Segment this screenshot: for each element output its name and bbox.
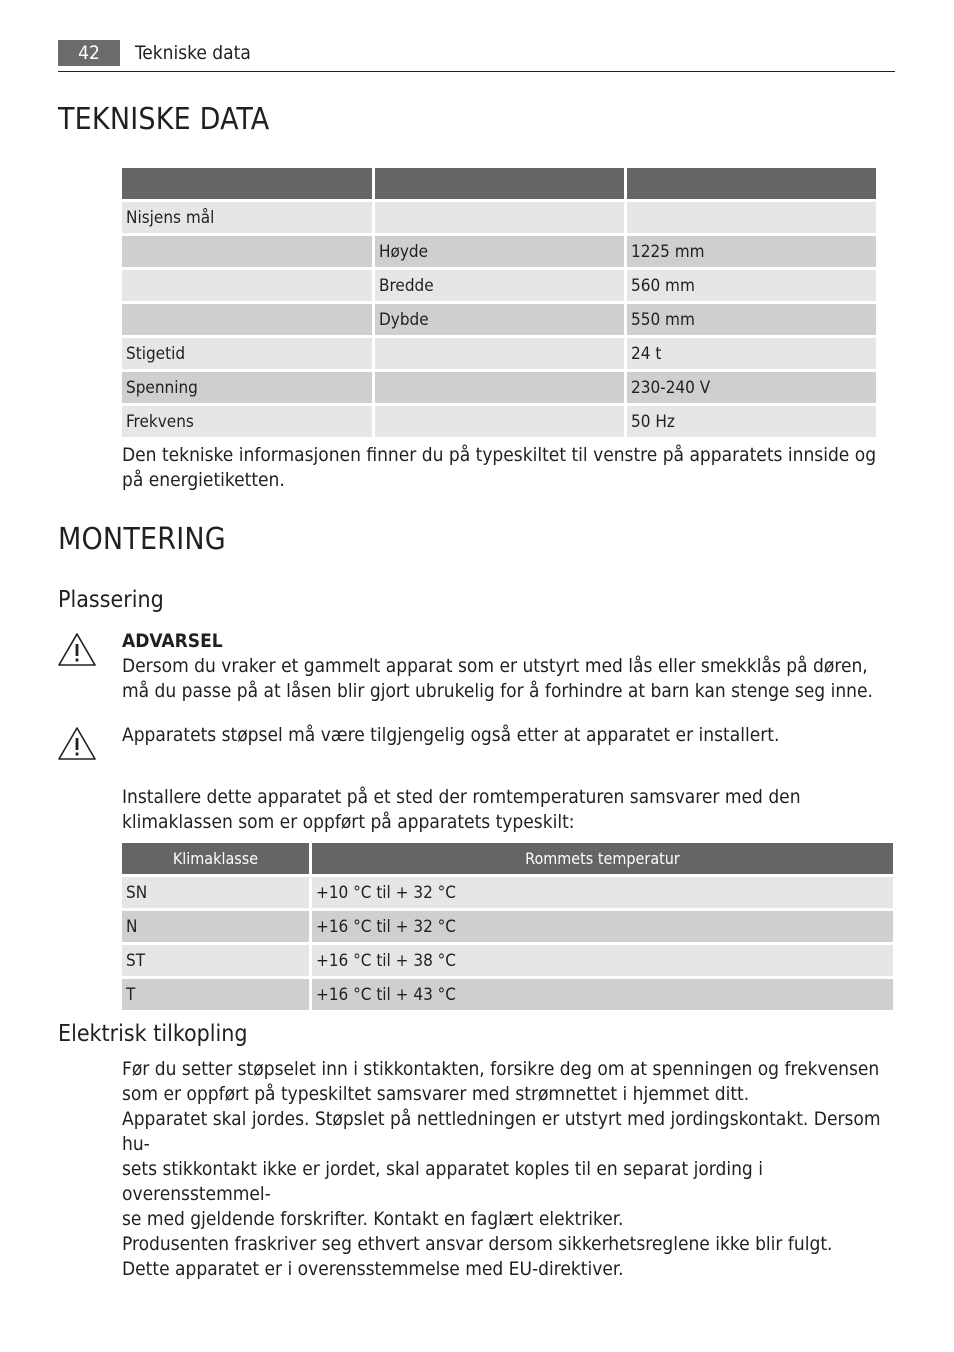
- table-cell: +10 °C til + 32 °C: [312, 877, 893, 908]
- text-line: sets stikkontakt ikke er jordet, skal apparatet koples til en separat jording i overensstemmel-: [122, 1158, 763, 1205]
- table-row: [122, 877, 893, 908]
- warning-triangle-icon: [57, 632, 97, 668]
- tech-header-cell: [122, 168, 372, 199]
- table-cell: Høyde: [375, 236, 624, 267]
- table-cell: [122, 270, 372, 301]
- table-cell: Nisjens mål: [122, 202, 372, 233]
- table-cell: [375, 338, 624, 369]
- table-cell: Frekvens: [122, 406, 372, 437]
- table-cell: [375, 372, 624, 403]
- plug-access-notice: Apparatets støpsel må være tilgjengelig også etter at apparatet er installert.: [122, 724, 780, 746]
- warning-text: Dersom du vraker et gammelt apparat som er utstyrt med lås eller smekklås på døren, må du passe på at låsen blir gjort ubrukelig for å forhindre at barn kan stenge seg inne.: [122, 655, 873, 702]
- text-line: som er oppført på typeskiltet samsvarer med strømnettet i hjemmet ditt.: [122, 1083, 750, 1105]
- table-cell: +16 °C til + 32 °C: [312, 911, 893, 942]
- climate-intro: Installere dette apparatet på et sted der romtemperaturen samsvarer med den klimaklassen som er oppført på apparatets typeskilt:: [122, 786, 801, 833]
- climate-header-cell: Klimaklasse: [122, 843, 309, 874]
- text-line: se med gjeldende forskrifter. Kontakt en faglært elektriker.: [122, 1208, 624, 1230]
- text-line: Produsenten fraskriver seg ethvert ansvar dersom sikkerhetsreglene ikke blir fulgt.: [122, 1233, 833, 1255]
- table-cell: 24 t: [627, 338, 876, 369]
- electrical-heading: Elektrisk tilkopling: [58, 1021, 248, 1047]
- text-line: Før du setter støpselet inn i stikkontakten, forsikre deg om at spenningen og frekvensen: [122, 1058, 880, 1080]
- header-section-title: Tekniske data: [135, 42, 251, 64]
- table-cell: [375, 406, 624, 437]
- table-cell: +16 °C til + 38 °C: [312, 945, 893, 976]
- table-cell: ST: [122, 945, 309, 976]
- placement-heading: Plassering: [58, 587, 164, 613]
- tech-data-table: [119, 165, 879, 440]
- warning-label: ADVARSEL: [122, 630, 223, 652]
- table-cell: 560 mm: [627, 270, 876, 301]
- table-cell: [122, 304, 372, 335]
- table-row: [122, 236, 876, 267]
- tech-header-cell: [627, 168, 876, 199]
- text-line: Dette apparatet er i overensstemmelse med EU-direktiver.: [122, 1258, 624, 1280]
- table-cell: [122, 236, 372, 267]
- table-cell: 50 Hz: [627, 406, 876, 437]
- tech-info-note: Den tekniske informasjonen finner du på typeskiltet til venstre på apparatets innside og på energietiketten.: [122, 444, 877, 491]
- tech-header-cell: [375, 168, 624, 199]
- table-cell: Bredde: [375, 270, 624, 301]
- table-row: [122, 202, 876, 233]
- table-cell: 1225 mm: [627, 236, 876, 267]
- table-row: [122, 372, 876, 403]
- warning-triangle-icon: [57, 726, 97, 762]
- tech-data-heading: TEKNISKE DATA: [58, 102, 270, 137]
- table-row: [122, 911, 893, 942]
- table-cell: +16 °C til + 43 °C: [312, 979, 893, 1010]
- table-cell: Stigetid: [122, 338, 372, 369]
- climate-header-cell: Rommets temperatur: [312, 843, 893, 874]
- mounting-heading: MONTERING: [58, 522, 226, 557]
- climate-table-header: [122, 843, 893, 874]
- table-cell: Spenning: [122, 372, 372, 403]
- table-row: [122, 270, 876, 301]
- table-cell: [375, 202, 624, 233]
- table-row: [122, 979, 893, 1010]
- table-row: [122, 945, 893, 976]
- table-cell: SN: [122, 877, 309, 908]
- table-row: [122, 304, 876, 335]
- table-cell: [627, 202, 876, 233]
- climate-class-table: [119, 840, 896, 1013]
- table-cell: 230-240 V: [627, 372, 876, 403]
- table-cell: N: [122, 911, 309, 942]
- table-cell: 550 mm: [627, 304, 876, 335]
- table-row: [122, 338, 876, 369]
- table-row: [122, 406, 876, 437]
- page-number: 42: [58, 40, 120, 66]
- page-header: [58, 40, 895, 72]
- text-line: Apparatet skal jordes. Støpslet på nettledningen er utstyrt med jordingskontakt. Dersom hu-: [122, 1108, 881, 1155]
- tech-table-header: [122, 168, 876, 199]
- table-cell: T: [122, 979, 309, 1010]
- table-cell: Dybde: [375, 304, 624, 335]
- electrical-text: [122, 1057, 897, 1282]
